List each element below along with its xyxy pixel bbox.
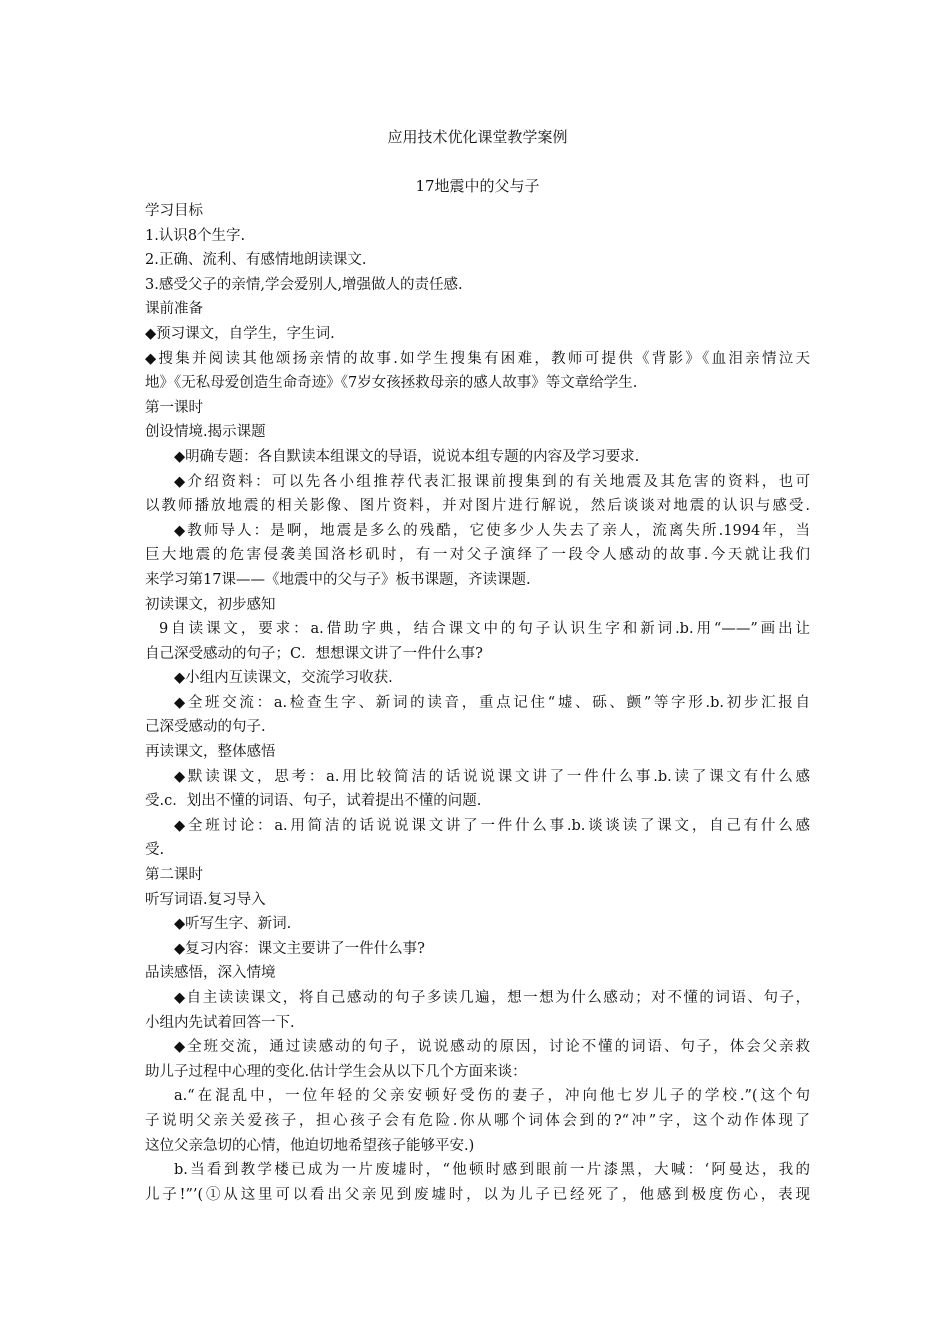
text-line: 课前准备 [145, 301, 203, 318]
text-line: ◆默读课文，思考：a.用比较简洁的话说说课文讲了一件什么事.b.读了课文有什么感 [174, 768, 810, 785]
text-line: 学习目标 [145, 203, 203, 219]
document-title: 应用技术优化课堂教学案例 [387, 128, 568, 146]
text-line: 小组内先试着回答一下. [145, 1014, 295, 1031]
text-line: 助儿子过程中心理的变化.估计学生会从以下几个方面来谈： [145, 1063, 527, 1080]
text-line: ◆介绍资料：可以先各小组推荐代表汇报课前搜集到的有关地震及其危害的资料，也可 [174, 473, 810, 490]
text-line: 自己深受感动的句子；C．想想课文讲了一件什么事? [145, 645, 483, 662]
text-line: 听写词语.复习导入 [145, 891, 266, 908]
text-line: ◆教师导人：是啊，地震是多么的残酷，它使多少人失去了亲人，流离失所.1994年，当 [174, 522, 810, 539]
text-line: 来学习第17课——《地震中的父与子》板书课题，齐读课题. [145, 571, 531, 588]
text-line: 子说明父亲关爱孩子，担心孩子会有危险.你从哪个词体会到的?“冲”字，这个动作体现了 [145, 1112, 810, 1129]
text-line: a.“在混乱中，一位年轻的父亲安顿好受伤的妻子，冲向他七岁儿子的学校.”(这个句 [174, 1088, 810, 1105]
text-line: 儿子!”’(①从这里可以看出父亲见到废墟时，以为儿子已经死了，他感到极度伤心，表现 [145, 1186, 810, 1203]
text-line: 3.感受父子的亲情,学会爱别人,增强做人的责任感. [145, 276, 463, 293]
text-line: 2.正确、流利、有感情地朗读课文. [145, 252, 367, 269]
text-line: 巨大地震的危害侵袭美国洛杉矶时，有一对父子演绎了一段令人感动的故事.今天就让我们 [145, 547, 810, 564]
text-line: 地》《无私母爱创造生命奇迹》《7岁女孩拯救母亲的感人故事》等文章给学生. [145, 375, 638, 392]
text-line: ◆小组内互读课文，交流学习收获. [174, 670, 393, 687]
text-line: 初读课文，初步感知 [145, 596, 276, 613]
text-line: 这位父亲急切的心情，他迫切地希望孩子能够平安.) [145, 1137, 475, 1154]
text-line: 创设情境.揭示课题 [145, 424, 266, 441]
text-line: 1.认识8个生字. [145, 227, 246, 244]
text-line: 受. [145, 842, 165, 859]
text-line: 再读课文，整体感悟 [145, 744, 276, 761]
text-line: ◆搜集并阅读其他颂扬亲情的故事.如学生搜集有困难，教师可提供《背影》《血泪亲情泣天 [145, 350, 810, 367]
document-page [145, 125, 810, 1207]
text-line: 品读感悟，深入情境 [145, 965, 276, 982]
text-line: 受.c．划出不懂的词语、句子，试着提出不懂的问题. [145, 793, 482, 810]
text-line: 以教师播放地震的相关影像、图片资料，并对图片进行解说，然后谈谈对地震的认识与感受. [145, 498, 810, 515]
text-line: ◆听写生字、新词. [174, 916, 292, 933]
text-line: 第二课时 [145, 867, 203, 884]
text-line: ◆明确专题：各自默读本组课文的导语，说说本组专题的内容及学习要求. [174, 448, 640, 465]
text-line: b.当看到教学楼已成为一片废墟时，“他顿时感到眼前一片漆黑，大喊：‘阿曼达，我的 [174, 1162, 810, 1179]
lesson-title: 17地震中的父与子 [415, 177, 540, 195]
document-body [145, 199, 810, 1207]
text-line: 第一课时 [145, 399, 203, 416]
text-line: 己深受感动的句子. [145, 719, 266, 736]
text-line: ◆全班讨论：a.用简洁的话说说课文讲了一件什么事.b.谈谈读了课文，自己有什么感 [174, 817, 810, 834]
text-line: ◆自主读读课文，将自己感动的句子多读几遍，想一想为什么感动；对不懂的词语、句子， [174, 990, 810, 1006]
text-line: ◆全班交流，通过读感动的句子，说说感动的原因，讨论不懂的词语、句子，体会父亲救 [174, 1039, 810, 1056]
text-line: ◆预习课文，自学生，字生词. [145, 325, 335, 342]
text-line: ◆复习内容：课文主要讲了一件什么事? [174, 940, 425, 957]
text-line: 9自读课文，要求：a.借助字典，结合课文中的句子认识生字和新词.b.用“——”画出让 [159, 621, 810, 638]
text-line: ◆全班交流：a.检查生字、新词的读音，重点记住“墟、砾、颤”等字形.b.初步汇报自 [174, 694, 810, 711]
